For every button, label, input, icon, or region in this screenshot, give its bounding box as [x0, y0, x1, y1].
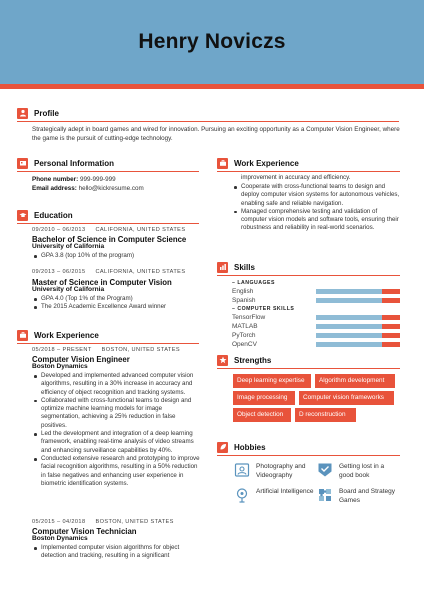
email-line	[32, 184, 202, 193]
edu2-bullet: GPA 4.0 (Top 1% of the Program)	[32, 295, 207, 303]
hobbies-section-header	[217, 440, 266, 454]
skill-row	[232, 287, 400, 296]
work-right-rule	[217, 171, 400, 172]
edu1-bullets	[32, 252, 207, 260]
work-title: Work Experience	[34, 330, 99, 340]
strength-tag: Image processing	[233, 391, 295, 405]
edu1-degree: Bachelor of Science in Computer Science	[32, 235, 187, 244]
edu2-meta	[32, 268, 207, 277]
job2-location: BOSTON, UNITED STATES	[95, 519, 174, 525]
job1-bullet: Developed and implemented advanced computer vision algorithms, resulting in a 30% increase in accuracy and efficiency of object recognition and tracking systems.	[32, 372, 202, 397]
hobby-label: Artificial Intelligence	[256, 488, 314, 495]
job1-meta	[32, 346, 207, 355]
edu1-dates: 09/2010 – 06/2013	[32, 227, 86, 233]
work-right-continuation: improvement in accuracy and efficiency.	[241, 174, 351, 181]
id-card-icon	[17, 158, 28, 169]
edu1-bullet: GPA 3.8 (top 10% of the program)	[32, 252, 207, 260]
skill-bar-fill	[382, 289, 400, 294]
skill-bar-fill	[382, 315, 400, 320]
edu2-bullet: The 2015 Academic Excellence Award winner	[32, 303, 207, 311]
edu2-dates: 09/2013 – 06/2015	[32, 269, 86, 275]
skill-name: Spanish	[232, 297, 256, 304]
job2-meta	[32, 518, 207, 527]
skill-row	[232, 296, 400, 305]
work-right-bullet: Managed comprehensive testing and validation of computer vision models and software tools, ensuring their robustness and reliability in real-world scenarios.	[232, 208, 400, 233]
job1-bullets	[32, 372, 202, 488]
edu2-degree: Master of Science in Computer Vision	[32, 278, 172, 287]
strengths-rule	[217, 368, 400, 369]
strength-tag: Computer vision frameworks	[299, 391, 394, 405]
job2-bullets	[32, 544, 202, 561]
email-value[interactable]: hello@kickresume.com	[78, 185, 144, 192]
leaf-icon	[217, 442, 228, 453]
profile-section-header	[17, 106, 59, 120]
skills-section-header	[217, 260, 255, 274]
computer-skills-label: – COMPUTER SKILLS	[232, 306, 295, 312]
job1-bullet: Collaborated with cross-functional teams to design and optimize machine learning models for image segmentation, achieving a 25% reduction in false positives.	[32, 397, 202, 430]
job1-role: Computer Vision Engineer	[32, 355, 130, 364]
hobby-label: Board and Strategy Games	[339, 488, 396, 504]
skill-row	[232, 313, 400, 322]
star-icon	[217, 355, 228, 366]
work-right-title: Work Experience	[234, 158, 299, 168]
skill-name: MATLAB	[232, 323, 258, 330]
person-icon	[17, 108, 28, 119]
strength-tag: Algorithm development	[315, 374, 395, 388]
job1-bullet: Conducted extensive research and prototyping to improve facial recognition algorithms, resulting in a 50% reduction in false negatives and enhancing user experience in biometric identification systems.	[32, 455, 202, 488]
strength-tag: D reconstruction	[295, 408, 356, 422]
hobbies-title: Hobbies	[234, 442, 266, 452]
work-right-bullets	[232, 183, 400, 233]
skill-bar-fill	[382, 298, 400, 303]
edu1-school: University of California	[32, 243, 105, 250]
work-right-section-header	[217, 156, 299, 170]
skill-bar	[316, 324, 400, 329]
candidate-name: Henry Noviczs	[138, 30, 286, 53]
skill-name: TensorFlow	[232, 314, 266, 321]
edu2-bullets	[32, 295, 207, 312]
skill-bar-fill	[382, 342, 400, 347]
skills-rule	[217, 275, 400, 276]
strengths-section-header	[217, 353, 271, 367]
skill-bar-fill	[382, 324, 400, 329]
profile-text: Strategically adept in board games and wired for innovation. Pursuing an exciting opportunity as a Computer Vision Engineer, where the game is the pursuit of cutting-edge technology.	[32, 126, 400, 142]
skill-name: PyTorch	[232, 332, 256, 339]
skill-bar-fill	[382, 333, 400, 338]
job1-dates: 05/2018 – PRESENT	[32, 347, 92, 353]
brain-icon	[234, 487, 250, 503]
skill-bar	[316, 333, 400, 338]
phone-line	[32, 175, 202, 184]
strength-tag: Deep learning expertise	[233, 374, 311, 388]
skill-bar	[316, 315, 400, 320]
hobby-label: Getting lost in a good book	[339, 463, 385, 479]
bar-chart-icon	[217, 262, 228, 273]
phone-label: Phone number:	[32, 176, 79, 183]
languages-label: – LANGUAGES	[232, 280, 275, 286]
skill-bar	[316, 298, 400, 303]
education-section-header	[17, 208, 73, 222]
phone-value: 999-999-999	[79, 176, 116, 183]
strengths-title: Strengths	[234, 355, 272, 365]
skill-name: English	[232, 288, 254, 295]
work-section-header	[17, 328, 99, 342]
job1-location: BOSTON, UNITED STATES	[101, 347, 181, 353]
profile-rule	[17, 121, 399, 122]
hobbies-rule	[217, 455, 400, 456]
skill-row	[232, 331, 400, 340]
briefcase-icon	[17, 330, 28, 341]
briefcase-icon	[217, 158, 228, 169]
job2-role: Computer Vision Technician	[32, 527, 137, 536]
job2-bullet: Implemented computer vision algorithms for object detection and tracking, resulting in a significant	[32, 544, 202, 561]
job1-company: Boston Dynamics	[32, 363, 88, 370]
skill-bar	[316, 342, 400, 347]
education-title: Education	[34, 210, 73, 220]
job2-company: Boston Dynamics	[32, 535, 88, 542]
work-rule	[17, 343, 199, 344]
edu2-location: CALIFORNIA, UNITED STATES	[95, 269, 186, 275]
book-icon	[317, 462, 333, 478]
job2-dates: 05/2015 – 04/2018	[32, 519, 86, 525]
edu2-school: University of California	[32, 286, 105, 293]
skill-row	[232, 340, 400, 349]
edu1-location: CALIFORNIA, UNITED STATES	[95, 227, 186, 233]
skill-row	[232, 322, 400, 331]
edu1-meta	[32, 226, 207, 235]
personal-title: Personal Information	[34, 158, 115, 168]
photo-icon	[234, 462, 250, 478]
skill-bar	[316, 289, 400, 294]
education-rule	[17, 223, 199, 224]
skill-name: OpenCV	[232, 341, 257, 348]
puzzle-icon	[317, 487, 333, 503]
email-label: Email address:	[32, 185, 77, 192]
header-stripe	[0, 84, 424, 89]
graduation-cap-icon	[17, 210, 28, 221]
personal-rule	[17, 171, 199, 172]
skills-title: Skills	[234, 262, 255, 272]
work-right-bullet: Cooperate with cross-functional teams to design and deploy computer vision systems for autonomous vehicles, enabling safe and reliable navigation.	[232, 183, 400, 208]
strength-tag: Object detection	[233, 408, 291, 422]
job1-bullet: Led the development and integration of a deep learning framework, enabling real-time analysis of video streams and enhancing surveillance capabilities by 40%.	[32, 430, 202, 455]
profile-title: Profile	[34, 108, 59, 118]
personal-section-header	[17, 156, 114, 170]
hobby-label: Photography and Videography	[256, 463, 306, 479]
